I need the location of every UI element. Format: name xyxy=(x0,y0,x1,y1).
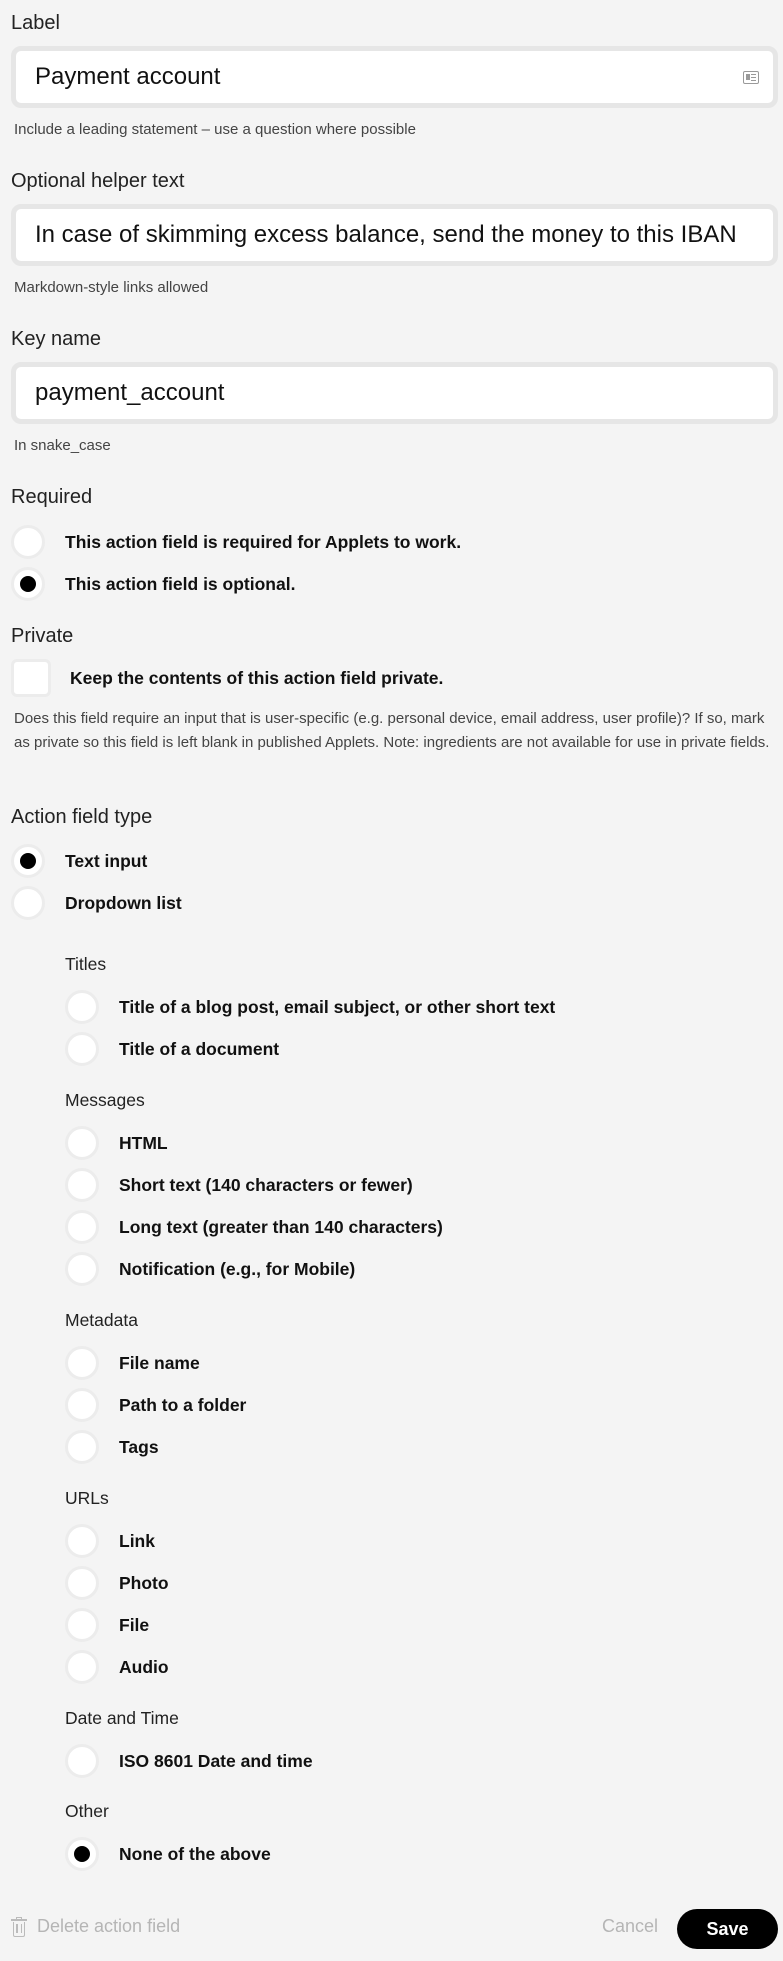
option-label: This action field is required for Applets to work. xyxy=(65,531,462,552)
option-label: File xyxy=(119,1614,150,1635)
radio-button[interactable] xyxy=(65,1608,99,1642)
radio-button[interactable] xyxy=(65,1566,99,1600)
label-title: Label xyxy=(11,12,60,34)
type-option[interactable] xyxy=(65,1031,279,1067)
type-option[interactable] xyxy=(65,1345,200,1381)
group-label-date-and-time: Date and Time xyxy=(65,1708,179,1728)
option-label: HTML xyxy=(119,1132,168,1153)
helper-text-hint: Markdown-style links allowed xyxy=(14,279,209,296)
radio-button[interactable] xyxy=(65,1744,99,1778)
field-picker-icon[interactable] xyxy=(743,71,759,84)
type-option[interactable] xyxy=(65,1565,169,1601)
type-option[interactable] xyxy=(65,1429,159,1465)
option-label: Tags xyxy=(119,1436,159,1457)
type-option[interactable] xyxy=(65,1649,169,1685)
type-option[interactable] xyxy=(65,1387,246,1423)
radio-button[interactable] xyxy=(65,1210,99,1244)
label-input-value: Payment account xyxy=(35,63,221,90)
type-option[interactable] xyxy=(65,1167,413,1203)
type-option[interactable] xyxy=(65,1209,443,1245)
save-button[interactable]: Save xyxy=(677,1909,778,1949)
trash-icon xyxy=(11,1917,27,1937)
option-label: Short text (140 characters or fewer) xyxy=(119,1174,413,1195)
radio-button[interactable] xyxy=(65,1252,99,1286)
radio-text-input[interactable] xyxy=(11,844,45,878)
optional-option[interactable] xyxy=(11,566,295,602)
type-option[interactable] xyxy=(65,1125,168,1161)
cancel-button[interactable]: Cancel xyxy=(602,1916,659,1936)
option-label: ISO 8601 Date and time xyxy=(119,1750,313,1771)
label-hint: Include a leading statement – use a question where possible xyxy=(14,121,416,138)
private-hint: Does this field require an input that is user-specific (e.g. personal device, email address, user profile)? If so, mark as private so this field is left blank in published Applets. Note: ingredients are not available for use in private fields. xyxy=(14,710,770,751)
option-label: Audio xyxy=(119,1656,169,1677)
text-input-option[interactable] xyxy=(11,843,147,879)
key-name-title: Key name xyxy=(11,328,102,350)
radio-dropdown-list[interactable] xyxy=(11,886,45,920)
option-label: Text input xyxy=(65,850,148,871)
type-option[interactable] xyxy=(65,1523,155,1559)
option-label: Photo xyxy=(119,1572,169,1593)
type-option[interactable] xyxy=(65,989,555,1025)
delete-action-field-label: Delete action field xyxy=(37,1916,181,1936)
group-label-messages: Messages xyxy=(65,1090,145,1110)
radio-button[interactable] xyxy=(65,1524,99,1558)
type-option[interactable] xyxy=(65,1607,149,1643)
type-option[interactable] xyxy=(65,1743,313,1779)
radio-button[interactable] xyxy=(65,1837,99,1871)
helper-text-title: Optional helper text xyxy=(11,170,185,192)
private-option[interactable] xyxy=(11,659,443,697)
group-label-other: Other xyxy=(65,1801,109,1821)
private-checkbox-label: Keep the contents of this action field private. xyxy=(70,667,444,688)
helper-text-input[interactable] xyxy=(11,204,778,266)
radio-button[interactable] xyxy=(65,1126,99,1160)
option-label: Long text (greater than 140 characters) xyxy=(119,1216,443,1237)
radio-button[interactable] xyxy=(65,1032,99,1066)
private-checkbox[interactable] xyxy=(11,659,51,697)
private-title: Private xyxy=(11,625,74,647)
option-label: Link xyxy=(119,1530,155,1551)
option-label: Notification (e.g., for Mobile) xyxy=(119,1258,356,1279)
group-label-titles: Titles xyxy=(65,954,107,974)
required-title: Required xyxy=(11,486,93,508)
required-option[interactable] xyxy=(11,524,461,560)
dropdown-list-option[interactable] xyxy=(11,885,182,921)
option-label: Dropdown list xyxy=(65,892,182,913)
option-label: Title of a document xyxy=(119,1038,280,1059)
option-label: Title of a blog post, email subject, or other short text xyxy=(119,996,556,1017)
delete-action-field-button[interactable] xyxy=(11,1916,180,1937)
group-label-metadata: Metadata xyxy=(65,1310,138,1330)
option-label: File name xyxy=(119,1352,200,1373)
action-field-type-title: Action field type xyxy=(11,806,153,828)
option-label: Path to a folder xyxy=(119,1394,247,1415)
type-option[interactable] xyxy=(65,1836,271,1872)
radio-required[interactable] xyxy=(11,525,45,559)
key-name-hint: In snake_case xyxy=(14,437,111,454)
option-label: This action field is optional. xyxy=(65,573,296,594)
radio-button[interactable] xyxy=(65,1346,99,1380)
radio-button[interactable] xyxy=(65,1650,99,1684)
type-option[interactable] xyxy=(65,1251,355,1287)
label-input[interactable] xyxy=(11,46,778,108)
radio-button[interactable] xyxy=(65,1388,99,1422)
radio-button[interactable] xyxy=(65,1168,99,1202)
radio-button[interactable] xyxy=(65,990,99,1024)
option-label: None of the above xyxy=(119,1843,271,1864)
radio-button[interactable] xyxy=(65,1430,99,1464)
group-label-urls: URLs xyxy=(65,1488,109,1508)
key-name-input[interactable] xyxy=(11,362,778,424)
radio-optional[interactable] xyxy=(11,567,45,601)
helper-text-input-value: In case of skimming excess balance, send the money to this IBAN xyxy=(35,221,737,248)
key-name-input-value: payment_account xyxy=(35,379,225,406)
